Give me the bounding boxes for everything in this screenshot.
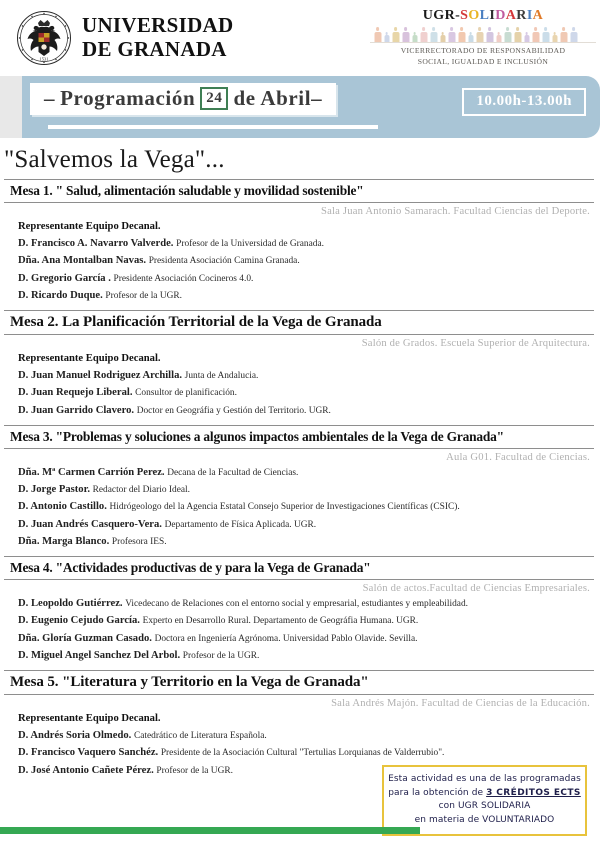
solidaria-subtitle-line2: SOCIAL, IGUALDAD E INCLUSIÓN bbox=[417, 56, 549, 66]
solidaria-letter-0: S bbox=[460, 8, 469, 23]
solidaria-letter-2: L bbox=[479, 8, 490, 23]
university-name-line2: DE GRANADA bbox=[82, 37, 227, 61]
speaker-row bbox=[18, 498, 594, 515]
solidaria-letter-8: A bbox=[532, 8, 544, 23]
speaker-name: D. Juan Manuel Rodriguez Archilla. bbox=[18, 370, 185, 382]
speaker-role: Profesor de la UGR. bbox=[156, 765, 233, 776]
solidaria-colored-letters bbox=[460, 8, 543, 23]
speaker-role: Profesora IES. bbox=[111, 536, 167, 547]
speaker-name: D. Miguel Angel Sanchez Del Arbol. bbox=[18, 649, 183, 661]
seal-year-text: 1531 bbox=[39, 56, 49, 62]
speaker-role: Doctor en Geográfia y Gestión del Territorio. UGR. bbox=[136, 405, 331, 416]
solidaria-letter-3: I bbox=[489, 8, 496, 23]
university-name-line1: UNIVERSIDAD bbox=[82, 13, 234, 38]
mesa-venue: Salón de actos.Facultad de Ciencias Empresariales. bbox=[362, 583, 590, 595]
page-title: "Salvemos la Vega"... bbox=[4, 146, 225, 173]
speaker-role: Redactor del Diario Ideal. bbox=[92, 485, 190, 496]
speaker-name: D. Antonio Castillo. bbox=[18, 501, 110, 513]
page-header bbox=[0, 0, 600, 76]
speaker-list bbox=[4, 350, 594, 425]
mesa-heading: Mesa 4. "Actividades productivas de y para la Vega de Granada" bbox=[4, 556, 594, 580]
mesa-venue: Sala Andrés Majón. Facultad de Ciencias de la Educación. bbox=[331, 698, 590, 710]
person-silhouette bbox=[496, 32, 501, 42]
person-silhouette bbox=[420, 27, 427, 42]
solidaria-letter-1: O bbox=[468, 8, 480, 23]
mesa-venue: Aula G01. Facultad de Ciencias. bbox=[446, 451, 590, 463]
speaker-row bbox=[18, 287, 594, 304]
person-silhouette bbox=[532, 27, 539, 42]
person-silhouette bbox=[448, 27, 455, 42]
person-silhouette bbox=[468, 32, 473, 42]
speaker-name: Dña. Mª Carmen Carrión Perez. bbox=[18, 466, 168, 478]
speaker-name: Dña. Gloría Guzman Casado. bbox=[18, 632, 155, 644]
speaker-row bbox=[18, 533, 594, 550]
ects-line-4: en materia de VOLUNTARIADO bbox=[414, 814, 555, 825]
person-silhouette bbox=[430, 27, 437, 42]
person-silhouette bbox=[412, 32, 417, 42]
speaker-role: Decana de la Facultad de Ciencias. bbox=[167, 467, 299, 478]
person-silhouette bbox=[486, 27, 493, 42]
speaker-row bbox=[18, 402, 594, 419]
ects-line-2-prefix: para la obtención de bbox=[388, 787, 487, 798]
banner-day-badge: 24 bbox=[200, 87, 228, 110]
speaker-name: D. Juan Andrés Casquero-Vera. bbox=[18, 518, 165, 530]
person-silhouette bbox=[524, 32, 529, 42]
speaker-list bbox=[4, 218, 594, 310]
ugr-solidaria-subtitle bbox=[370, 46, 596, 67]
person-silhouette bbox=[458, 27, 465, 42]
speaker-role: Catedrático de Literatura Española. bbox=[133, 731, 267, 742]
person-silhouette bbox=[552, 32, 557, 42]
mesa-heading: Mesa 3. "Problemas y soluciones a algunos impactos ambientales de la Vega de Granada" bbox=[4, 425, 594, 449]
person-silhouette bbox=[392, 27, 399, 42]
mesa-section bbox=[4, 556, 594, 670]
speaker-name: D. Gregorio García . bbox=[18, 272, 114, 284]
speaker-name: D. Eugenio Cejudo García. bbox=[18, 615, 143, 627]
mesa-venue: Sala Juan Antonio Samarach. Facultad Ciencias del Deporte. bbox=[320, 206, 590, 217]
speaker-name: D. Francisco Vaquero Sanchéz. bbox=[18, 747, 161, 759]
mesa-section bbox=[4, 425, 594, 556]
speaker-name: D. Andrés Soria Olmedo. bbox=[18, 730, 134, 742]
ects-credits-highlight: 3 CRÉDITOS ECTS bbox=[486, 787, 581, 798]
banner-title-box bbox=[30, 83, 336, 115]
person-silhouette bbox=[542, 27, 549, 42]
mesa-venue: Salón de Grados. Escuela Superior de Arquitectura. bbox=[361, 338, 590, 350]
speaker-name: D. Ricardo Duque. bbox=[18, 289, 106, 301]
speaker-role: Departamento de Física Aplicada. UGR. bbox=[164, 519, 317, 530]
speaker-row bbox=[18, 612, 594, 629]
person-silhouette bbox=[374, 27, 381, 42]
mesa-list bbox=[4, 179, 594, 785]
person-silhouette bbox=[570, 27, 577, 42]
speaker-list bbox=[4, 595, 594, 670]
speaker-role: Vicedecano de Relaciones con el entorno social y empresarial, estudiantes y empleabilidad. bbox=[125, 599, 468, 610]
person-silhouette bbox=[402, 27, 409, 42]
representative-line: Representante Equipo Decanal. bbox=[18, 713, 161, 725]
speaker-role: Hidrógeologo del la Agencia Estatal Consejo Superior de Investigaciones Científicas (CSIC). bbox=[109, 502, 460, 513]
speaker-role: Profesor de la UGR. bbox=[182, 650, 260, 661]
speaker-row bbox=[18, 270, 594, 287]
speaker-row bbox=[18, 647, 594, 664]
speaker-role: Junta de Andalucia. bbox=[184, 371, 259, 382]
solidaria-subtitle-line1: VICERRECTORADO DE RESPONSABILIDAD bbox=[400, 46, 566, 56]
people-silhouettes-icon bbox=[370, 25, 596, 43]
speaker-row bbox=[18, 481, 594, 498]
speaker-name: D. Juan Garrido Clavero. bbox=[18, 404, 137, 416]
speaker-role: Consultor de planificación. bbox=[135, 388, 237, 399]
mesa-heading: Mesa 1. " Salud, alimentación saludable y movilidad sostenible" bbox=[4, 179, 594, 203]
representative-line: Representante Equipo Decanal. bbox=[18, 353, 161, 365]
banner-month-text: de Abril– bbox=[233, 86, 323, 110]
person-silhouette bbox=[514, 27, 521, 42]
footer-green-bar bbox=[0, 827, 420, 834]
solidaria-prefix: UGR- bbox=[422, 8, 461, 23]
event-time-badge: 10.00h-13.00h bbox=[462, 88, 586, 116]
person-silhouette bbox=[560, 27, 567, 42]
person-silhouette bbox=[504, 27, 511, 42]
speaker-name: D. Francisco A. Navarro Valverde. bbox=[18, 238, 177, 250]
speaker-role: Presidente Asociación Cocineros 4.0. bbox=[113, 273, 254, 284]
person-silhouette bbox=[384, 32, 389, 42]
speaker-name: Dña. Marga Blanco. bbox=[18, 535, 112, 547]
banner-left-margin bbox=[0, 76, 22, 138]
speaker-role: Profesor de la Universidad de Granada. bbox=[176, 239, 324, 250]
speaker-name: D. Jorge Pastor. bbox=[18, 484, 93, 496]
person-silhouette bbox=[440, 32, 445, 42]
programme-banner bbox=[0, 76, 600, 138]
ects-line-3: con UGR SOLIDARIA bbox=[438, 801, 531, 811]
speaker-role: Doctora en Ingeniería Agrónoma. Universidad Pablo Olavide. Sevilla. bbox=[154, 633, 418, 644]
university-wordmark bbox=[82, 14, 234, 61]
programme-body bbox=[0, 146, 600, 785]
speaker-role: Presidente de la Asociación Cultural "Tertulias Lorquianas de Valderrubio". bbox=[160, 748, 445, 759]
speaker-name: D. Juan Requejo Liberal. bbox=[18, 387, 136, 399]
banner-word-programacion: Programación bbox=[60, 86, 196, 110]
solidaria-letter-6: R bbox=[516, 8, 527, 23]
mesa-section bbox=[4, 179, 594, 310]
speaker-row bbox=[18, 744, 594, 761]
speaker-row bbox=[18, 252, 594, 269]
mesa-heading: Mesa 5. "Literatura y Territorio en la Vega de Granada" bbox=[4, 670, 594, 695]
ects-line-1: Esta actividad es una de las programadas bbox=[388, 774, 581, 784]
speaker-name: Dña. Ana Montalban Navas. bbox=[18, 255, 149, 267]
speaker-row bbox=[18, 727, 594, 744]
speaker-row bbox=[18, 367, 594, 384]
banner-underline-rule bbox=[48, 125, 378, 129]
person-silhouette bbox=[476, 27, 483, 42]
ugr-solidaria-title bbox=[370, 8, 596, 23]
ects-line-2 bbox=[388, 787, 581, 801]
speaker-role: Experto en Desarrollo Rural. Departamento de Geográfia Humana. UGR. bbox=[142, 616, 419, 627]
solidaria-letter-7: I bbox=[526, 8, 533, 23]
mesa-section bbox=[4, 310, 594, 425]
speaker-role: Profesor de la UGR. bbox=[105, 290, 182, 301]
banner-dash-left: – bbox=[44, 86, 56, 110]
banner-title bbox=[44, 86, 322, 111]
speaker-row bbox=[18, 464, 594, 481]
speaker-row bbox=[18, 235, 594, 252]
speaker-role: Presidenta Asociación Camina Granada. bbox=[148, 256, 300, 267]
solidaria-letter-5: A bbox=[505, 8, 517, 23]
mesa-heading: Mesa 2. La Planificación Territorial de la Vega de Granada bbox=[4, 310, 594, 335]
speaker-name: D. Leopoldo Gutiérrez. bbox=[18, 598, 126, 610]
speaker-name: D. José Antonio Cañete Pérez. bbox=[18, 764, 157, 776]
speaker-row bbox=[18, 384, 594, 401]
ugr-solidaria-logo-block bbox=[370, 8, 596, 67]
ects-notice-box bbox=[382, 765, 587, 836]
university-logo-block bbox=[0, 0, 234, 66]
speaker-list bbox=[4, 464, 594, 556]
solidaria-letter-4: D bbox=[495, 8, 506, 23]
speaker-row bbox=[18, 595, 594, 612]
speaker-row bbox=[18, 630, 594, 647]
representative-line: Representante Equipo Decanal. bbox=[18, 221, 161, 232]
speaker-row bbox=[18, 516, 594, 533]
universidad-de-granada-seal-icon bbox=[16, 10, 72, 66]
